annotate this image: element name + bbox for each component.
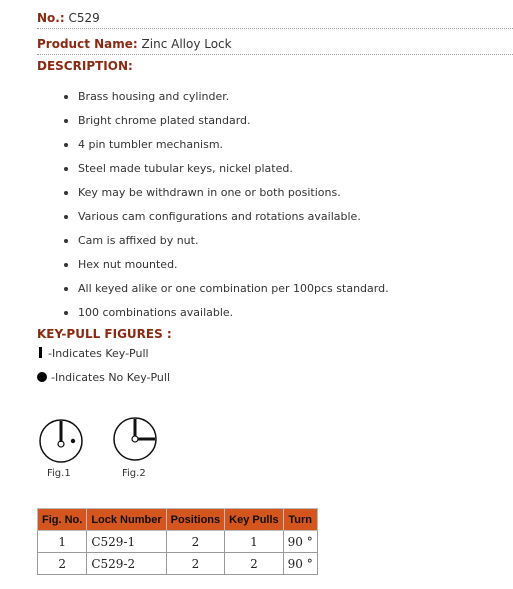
table-header-row (38, 509, 318, 531)
cell-fig-no: 2 (38, 553, 87, 575)
description-heading: DESCRIPTION: (37, 59, 133, 73)
list-item-text: Bright chrome plated standard. (78, 114, 251, 127)
list-item (62, 90, 389, 114)
legend-text: -Indicates Key-Pull (48, 347, 149, 360)
list-item-text: 100 combinations available. (78, 306, 234, 319)
table-row (38, 553, 318, 575)
column-header-turn: Turn (283, 509, 317, 531)
cell-fig-no: 1 (38, 531, 87, 553)
list-item (62, 210, 389, 234)
product-number-value: C529 (68, 11, 100, 25)
legend-text: -Indicates No Key-Pull (51, 371, 171, 384)
cell-turn: 90 ° (283, 553, 317, 575)
bullet-icon (64, 239, 68, 243)
list-item-text: Steel made tubular keys, nickel plated. (78, 162, 293, 175)
figure-1-diagram (38, 418, 84, 464)
column-header-key-pulls: Key Pulls (225, 509, 284, 531)
bullet-icon (64, 95, 68, 99)
list-item-text: Brass housing and cylinder. (78, 90, 230, 103)
list-item-text: Cam is affixed by nut. (78, 234, 199, 247)
cell-key-pulls: 1 (225, 531, 284, 553)
figure-2-caption: Fig.2 (122, 468, 146, 479)
list-item (62, 282, 389, 306)
legend-key-pull (37, 347, 149, 360)
description-list (62, 90, 389, 330)
column-header-lock-number: Lock Number (87, 509, 166, 531)
cell-positions: 2 (166, 553, 225, 575)
list-item-text: 4 pin tumbler mechanism. (78, 138, 224, 151)
no-key-pull-dot-icon (37, 372, 47, 382)
bullet-icon (64, 119, 68, 123)
lock-table (37, 508, 318, 575)
list-item (62, 258, 389, 282)
cell-turn: 90 ° (283, 531, 317, 553)
bullet-icon (64, 215, 68, 219)
product-name-value: Zinc Alloy Lock (141, 37, 232, 51)
list-item (62, 162, 389, 186)
list-item (62, 234, 389, 258)
cell-key-pulls: 2 (225, 553, 284, 575)
bullet-icon (64, 167, 68, 171)
product-number-row (37, 11, 513, 29)
bullet-icon (64, 287, 68, 291)
cell-positions: 2 (166, 531, 225, 553)
figure-2-diagram (112, 416, 158, 462)
bullet-icon (64, 143, 68, 147)
cell-lock-number: C529-1 (87, 531, 166, 553)
list-item (62, 138, 389, 162)
key-pull-heading: KEY-PULL FIGURES : (37, 327, 172, 341)
list-item (62, 114, 389, 138)
table-row (38, 531, 318, 553)
product-name-label: Product Name: (37, 37, 138, 51)
product-name-row (37, 37, 513, 55)
legend-no-key-pull (37, 371, 170, 384)
list-item-text: Hex nut mounted. (78, 258, 178, 271)
list-item-text: All keyed alike or one combination per 100pcs standard. (78, 282, 389, 295)
cell-lock-number: C529-2 (87, 553, 166, 575)
bullet-icon (64, 311, 68, 315)
column-header-positions: Positions (166, 509, 225, 531)
key-pull-bar-icon (39, 347, 42, 358)
list-item (62, 186, 389, 210)
bullet-icon (64, 191, 68, 195)
list-item-text: Various cam configurations and rotations available. (78, 210, 361, 223)
product-number-label: No.: (37, 11, 65, 25)
column-header-fig-no: Fig. No. (38, 509, 87, 531)
list-item-text: Key may be withdrawn in one or both positions. (78, 186, 341, 199)
bullet-icon (64, 263, 68, 267)
figure-1-caption: Fig.1 (47, 468, 71, 479)
